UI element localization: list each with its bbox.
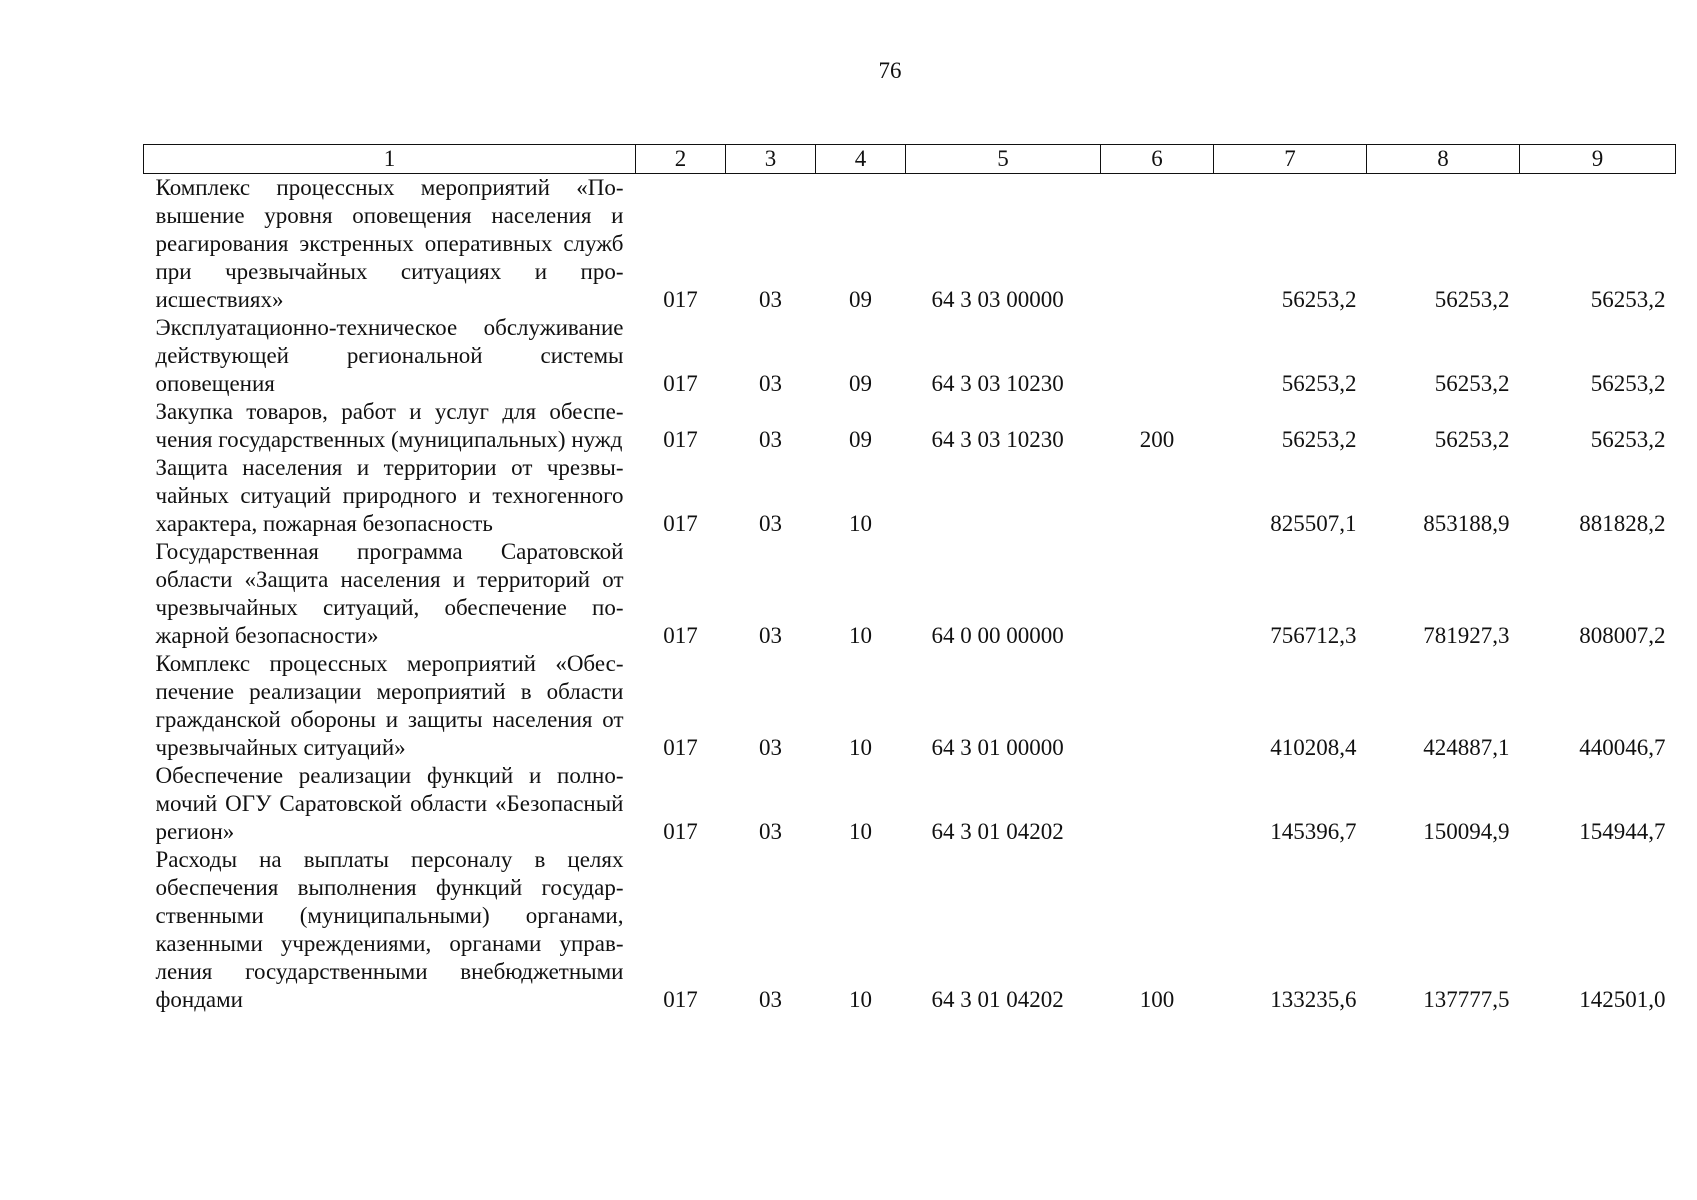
row-amount-9: 154944,7 [1579,819,1666,844]
header-col-2: 2 [636,145,726,174]
row-target-code: 64 3 01 04202 [931,819,1064,844]
table-row [144,762,1676,846]
row-amount-7: 145396,7 [1270,819,1357,844]
row-section-code: 03 [759,511,782,536]
header-col-7: 7 [1214,145,1367,174]
row-subsection-code: 10 [849,987,872,1012]
row-amount-8: 781927,3 [1423,623,1510,648]
row-amount-9: 56253,2 [1590,427,1666,452]
row-subsection-code: 10 [849,735,872,760]
table-row [144,538,1676,650]
row-section-code: 03 [759,819,782,844]
row-amount-9: 56253,2 [1590,287,1666,312]
row-ministry-code: 017 [663,287,698,312]
row-amount-7: 56253,2 [1281,287,1357,312]
row-name: Государственная программа Саратовской области «Защита населения и территорий от чрезвычайных ситуаций, обеспечение пожарной безопасности» [155,539,624,648]
row-section-code: 03 [759,427,782,452]
row-section-code: 03 [759,987,782,1012]
row-expense-type [1101,650,1214,762]
row-target-code: 64 0 00 00000 [931,623,1064,648]
row-ministry-code: 017 [663,427,698,452]
row-amount-8: 56253,2 [1434,371,1510,396]
row-amount-9: 56253,2 [1590,371,1666,396]
table-row [144,650,1676,762]
row-name: Обеспечение реализации функций и полномочий ОГУ Саратовской области «Безопасный регион» [155,763,624,844]
row-name: Закупка товаров, работ и услуг для обеспечения государственных (муниципальных) нужд [155,399,624,452]
row-amount-7: 56253,2 [1281,371,1357,396]
row-amount-7: 410208,4 [1270,735,1357,760]
row-amount-9: 881828,2 [1579,511,1666,536]
row-amount-7: 56253,2 [1281,427,1357,452]
row-amount-9: 440046,7 [1579,735,1666,760]
budget-table [143,144,1676,1014]
row-amount-8: 137777,5 [1423,987,1510,1012]
header-col-5: 5 [906,145,1101,174]
table-row [144,174,1676,315]
row-target-code: 64 3 01 00000 [931,735,1064,760]
header-col-4: 4 [816,145,906,174]
header-col-3: 3 [726,145,816,174]
row-target-code: 64 3 03 10230 [931,427,1064,452]
row-target-code: 64 3 01 04202 [931,987,1064,1012]
header-col-8: 8 [1367,145,1520,174]
table-row [144,398,1676,454]
row-section-code: 03 [759,371,782,396]
header-col-9: 9 [1520,145,1676,174]
table-row [144,846,1676,1014]
table-header [144,145,1676,174]
row-amount-7: 133235,6 [1270,987,1357,1012]
row-section-code: 03 [759,287,782,312]
header-col-6: 6 [1101,145,1214,174]
row-expense-type [1101,454,1214,538]
row-ministry-code: 017 [663,819,698,844]
row-name: Комплекс процессных мероприятий «Повышение уровня оповещения населения и реагирования экстренных оперативных служб при чрезвычайных ситуациях и происшествиях» [155,175,624,312]
row-subsection-code: 09 [849,287,872,312]
row-amount-7: 825507,1 [1270,511,1357,536]
row-target-code: 64 3 03 10230 [931,371,1064,396]
row-amount-7: 756712,3 [1270,623,1357,648]
table-row [144,454,1676,538]
row-name: Расходы на выплаты персоналу в целях обеспечения выполнения функций государственными (муниципальными) органами, казенными учреждениями, органами управления государственными внебюджетными фондами [155,847,624,1012]
page-number: 76 [878,58,902,83]
row-subsection-code: 09 [849,427,872,452]
row-ministry-code: 017 [663,623,698,648]
table-body [144,174,1676,1015]
row-target-code: 64 3 03 00000 [931,287,1064,312]
row-section-code: 03 [759,623,782,648]
row-expense-type: 200 [1139,427,1175,452]
row-section-code: 03 [759,735,782,760]
row-ministry-code: 017 [663,987,698,1012]
row-expense-type [1101,538,1214,650]
row-ministry-code: 017 [663,371,698,396]
header-col-1: 1 [144,145,636,174]
row-amount-8: 853188,9 [1423,511,1510,536]
row-expense-type: 100 [1139,987,1175,1012]
row-target-code [906,454,1101,538]
row-subsection-code: 10 [849,819,872,844]
row-subsection-code: 09 [849,371,872,396]
table-row [144,314,1676,398]
row-ministry-code: 017 [663,511,698,536]
row-name: Эксплуатационно-техническое обслуживание действующей региональной системы оповещения [155,315,624,396]
row-amount-8: 150094,9 [1423,819,1510,844]
row-name: Защита населения и территории от чрезвычайных ситуаций природного и техногенного характера, пожарная безопасность [155,455,624,536]
row-name: Комплекс процессных мероприятий «Обеспечение реализации мероприятий в области гражданской обороны и защиты населения от чрезвычайных ситуаций» [155,651,624,760]
row-subsection-code: 10 [849,511,872,536]
row-expense-type [1101,174,1214,315]
row-amount-9: 808007,2 [1579,623,1666,648]
row-amount-9: 142501,0 [1579,987,1666,1012]
row-ministry-code: 017 [663,735,698,760]
row-expense-type [1101,314,1214,398]
row-subsection-code: 10 [849,623,872,648]
row-expense-type [1101,762,1214,846]
row-amount-8: 424887,1 [1423,735,1510,760]
row-amount-8: 56253,2 [1434,427,1510,452]
header-row [144,145,1676,174]
row-amount-8: 56253,2 [1434,287,1510,312]
